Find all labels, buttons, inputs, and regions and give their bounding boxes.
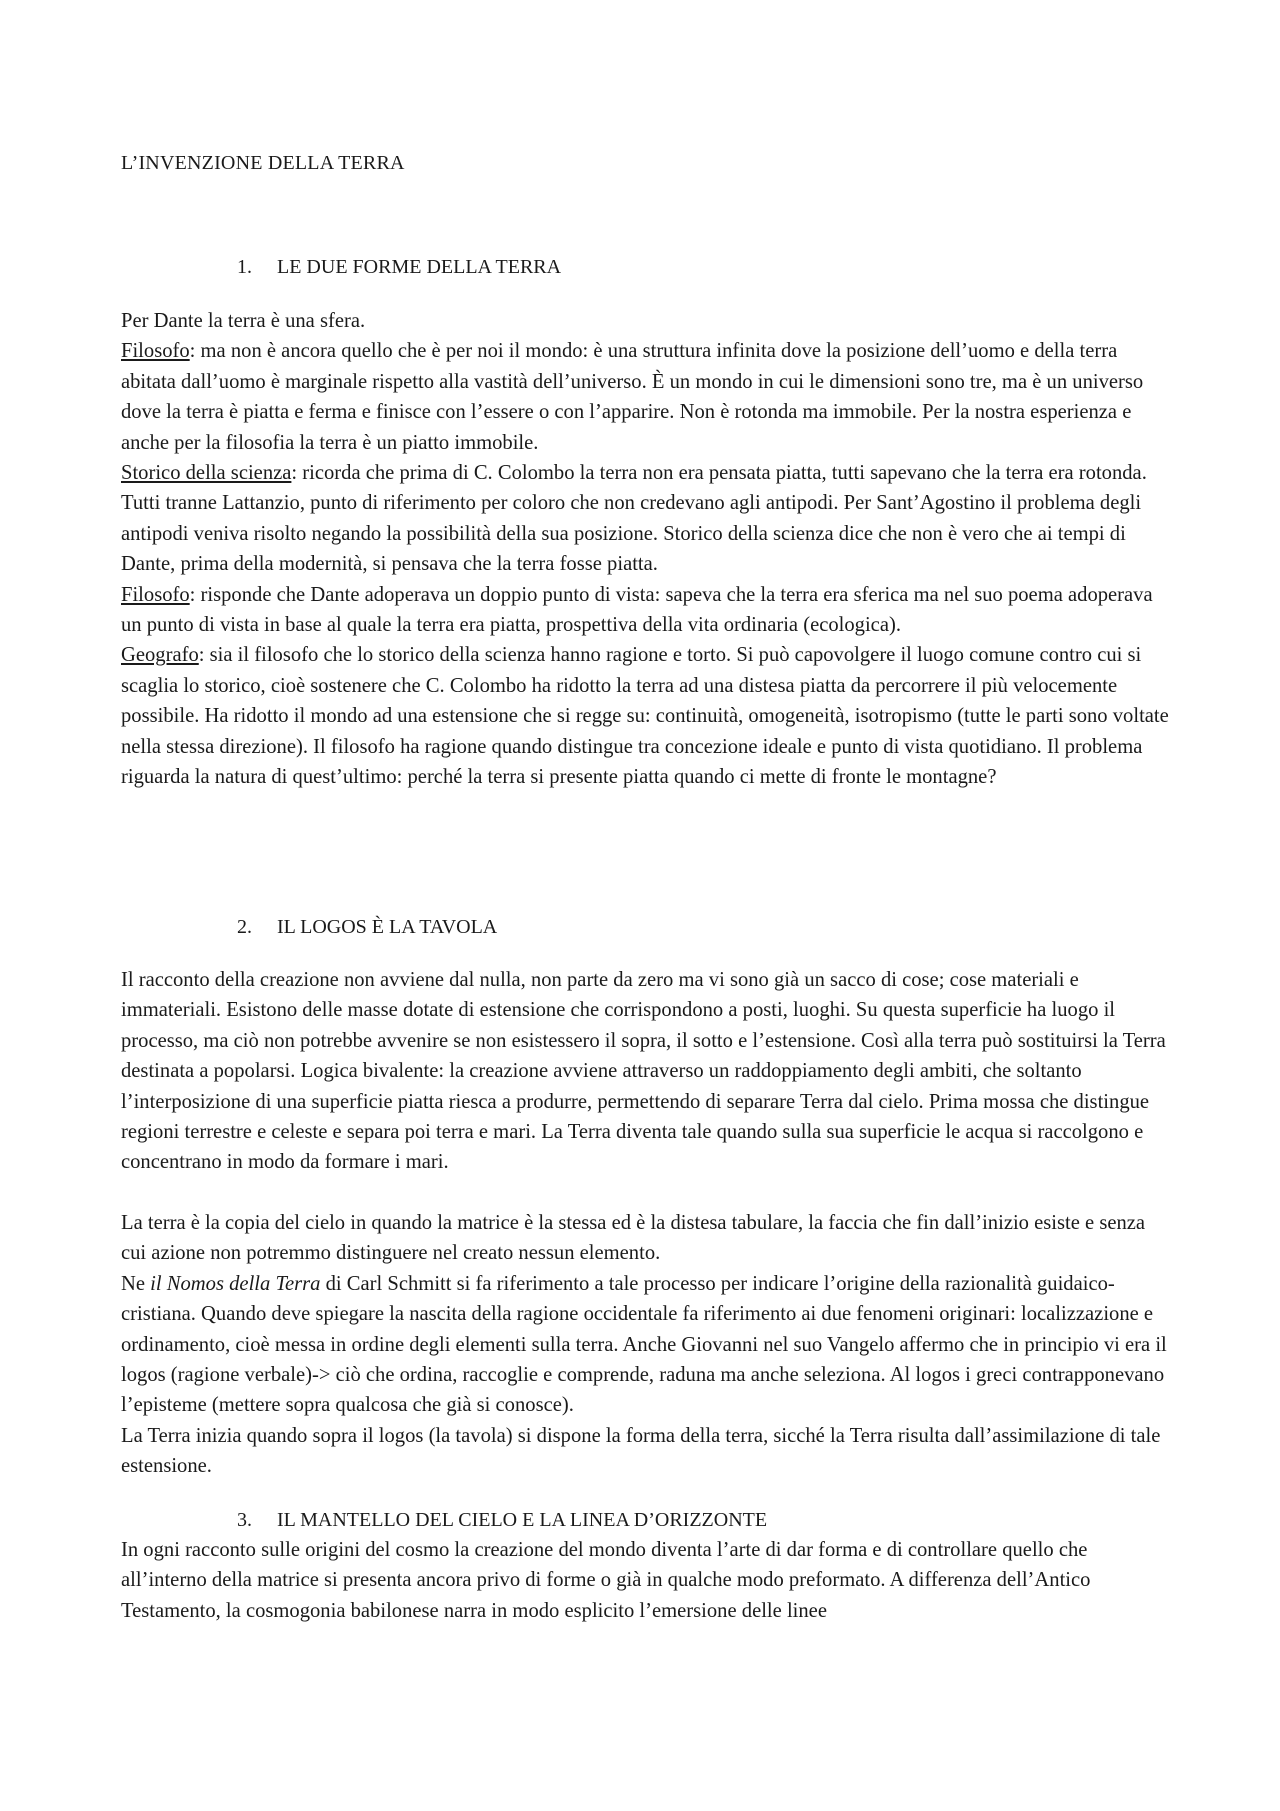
- intro-sentence: Per Dante la terra è una sfera.: [121, 310, 366, 332]
- section-3-paragraph-1: In ogni racconto sulle origini del cosmo la creazione del mondo diventa l’arte di dar forma e di controllare quello che all’interno della matrice si presenta ancora privo di forme o già in qualche modo preformato. A differenza dell’Antico Testamento, la cosmogonia babilonese narra in modo esplicito l’emersione delle linee: [121, 1539, 1091, 1622]
- section-number: 2.: [237, 916, 252, 938]
- section-1-body: [121, 306, 1173, 793]
- section-2-heading: [237, 916, 497, 939]
- section-title: LE DUE FORME DELLA TERRA: [277, 256, 562, 278]
- speaker-text: : ma non è ancora quello che è per noi il mondo: è una struttura infinita dove la posizione dell’uomo e della terra abitata dall’uomo è marginale rispetto alla vastità dell’universo. È un mondo in cui le dimensioni sono tre, ma è un universo dove la terra è piatta e ferma e finisce con l’essere o con l’apparire. Non è rotonda ma immobile. Per la nostra esperienza e anche per la filosofia la terra è un piatto immobile.: [121, 340, 1144, 454]
- section-2-body: [121, 1208, 1173, 1482]
- paragraph-text: La Terra inizia quando sopra il logos (la tavola) si dispone la forma della terra, sicché la Terra risulta dall’assimilazione di tale estensione.: [121, 1424, 1161, 1478]
- section-2-paragraph-1: Il racconto della creazione non avviene dal nulla, non parte da zero ma vi sono già un sacco di cose; cose materiali e immateriali. Esistono delle masse dotate di estensione che corrispondono a posti, luoghi. Su questa superficie ha luogo il processo, ma ciò non potrebbe avvenire se non esistessero il sopra, il sotto e l’estensione. Così alla terra può sostituirsi la Terra destinata a popolarsi. Logica bivalente: la creazione avviene attraverso un raddoppiamento degli ambiti, che soltanto l’interposizione di una superficie piatta riesca a produrre, permettendo di separare Terra dal cielo. Prima mossa che distingue regioni terrestre e celeste e separa poi terra e mari. La Terra diventa tale quando sulla sua superficie le acqua si raccolgono e concentrano in modo da formare i mari.: [121, 969, 1166, 1174]
- document-title: L’INVENZIONE DELLA TERRA: [121, 152, 405, 174]
- section-3-heading: [237, 1509, 767, 1532]
- speaker-text: : ricorda che prima di C. Colombo la terra non era pensata piatta, tutti sapevano che la terra era rotonda. Tutti tranne Lattanzio, punto di riferimento per coloro che non credevano agli antipodi. Per Sant’Agostino il problema degli antipodi veniva risolto negando la possibilità della sua posizione. Storico della scienza dice che non è vero che ai tempi di Dante, prima della modernità, si pensava che la terra fosse piatta.: [121, 462, 1147, 576]
- section-number: 3.: [237, 1509, 252, 1531]
- book-title: il Nomos della Terra: [150, 1272, 321, 1295]
- speaker-text: : risponde che Dante adoperava un doppio punto di vista: sapeva che la terra era sferica ma nel suo poema adoperava un punto di vista in base al quale la terra era piatta, prospettiva della vita ordinaria (ecologica).: [121, 583, 1153, 637]
- speaker-text: : sia il filosofo che lo storico della scienza hanno ragione e torto. Si può capovolgere il luogo comune contro cui si scaglia lo storico, cioè sostenere che C. Colombo ha ridotto la terra ad una distesa piatta da percorrere il più velocemente possibile. Ha ridotto il mondo ad una estensione che si regge su: continuità, omogeneità, isotropismo (tutte le parti sono voltate nella stessa direzione). Il filosofo ha ragione quando distingue tra concezione ideale e punto di vista quotidiano. Il problema riguarda la natura di quest’ultimo: perché la terra si presente piatta quando ci mette di fronte le montagne?: [121, 644, 1169, 789]
- section-title: IL LOGOS È LA TAVOLA: [277, 916, 498, 938]
- speaker-label: Filosofo: [121, 340, 190, 363]
- paragraph-text: La terra è la copia del cielo in quando la matrice è la stessa ed è la distesa tabulare, la faccia che fin dall’inizio esiste e senza cui azione non potremmo distinguere nel creato nessun elemento.: [121, 1212, 1146, 1265]
- paragraph-text: di Carl Schmitt si fa riferimento a tale processo per indicare l’origine della razionalità guidaico-cristiana. Quando deve spiegare la nascita della ragione occidentale fa riferimento ai due fenomeni originari: localizzazione e ordinamento, cioè messa in ordine degli elementi sulla terra. Anche Giovanni nel suo Vangelo affermo che in principio vi era il logos (ragione verbale)-> ciò che ordina, raccoglie e comprende, raduna ma anche seleziona. Al logos i greci contrapponevano l’episteme (mettere sopra qualcosa che già si conosce).: [121, 1272, 1167, 1417]
- section-1-heading: [237, 256, 561, 279]
- paragraph-text: Ne: [121, 1272, 151, 1295]
- speaker-label: Filosofo: [121, 583, 190, 606]
- speaker-label: Storico della scienza: [121, 462, 292, 485]
- section-title: IL MANTELLO DEL CIELO E LA LINEA D’ORIZZONTE: [277, 1509, 768, 1531]
- speaker-label: Geografo: [121, 644, 199, 667]
- section-number: 1.: [237, 256, 252, 278]
